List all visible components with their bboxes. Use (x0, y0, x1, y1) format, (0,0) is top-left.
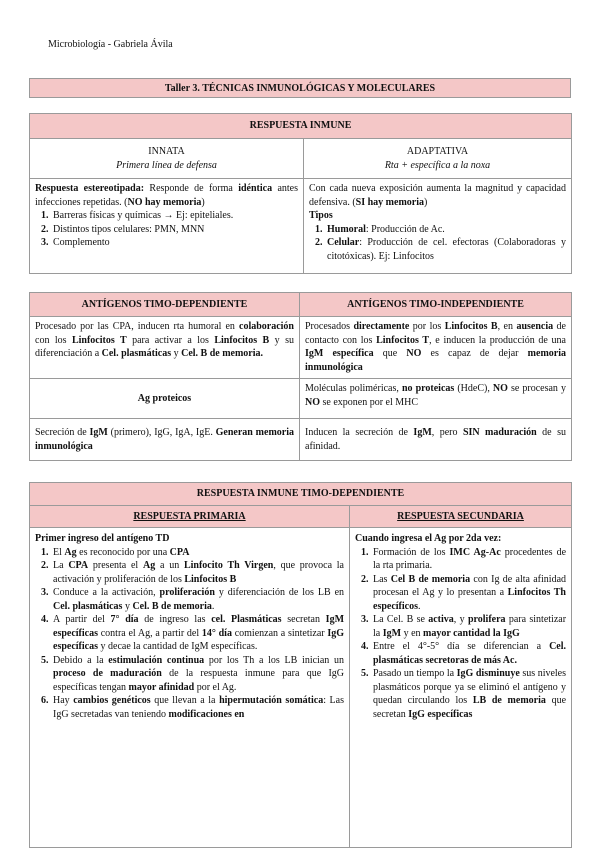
td-response-table (29, 482, 572, 848)
secondary-response-body (350, 528, 572, 848)
list-item: 1. Barreras físicas y químicas → Ej: epiteliales. (51, 209, 298, 223)
ti-antigen-secretion: Inducen la secreción de IgM, pero SIN maduración de su afinidad. (300, 419, 572, 461)
primary-response-body (30, 528, 350, 848)
list-item: 3. Complemento (51, 236, 298, 250)
adaptive-title: ADAPTATIVA (406, 146, 469, 157)
list-item: 4. A partir del 7° día de ingreso las cel. Plasmáticas secretan IgM específicas contra el Ag, a partir del 14° día comienzan a sintetizar IgG específicas y decae la cantidad de IgM específicas. (51, 613, 344, 654)
primary-response-heading: RESPUESTA PRIMARIA (30, 506, 350, 528)
page-title: Taller 3. TÉCNICAS INMUNOLÓGICAS Y MOLECULARES (29, 78, 571, 98)
list-item: 2. Celular: Producción de cel. efectoras (Colaboradoras y citotóxicas). Ej: Linfocitos (325, 236, 566, 263)
list-item: 2. Distintos tipos celulares: PMN, MNN (51, 223, 298, 237)
adaptive-body (304, 179, 572, 274)
innate-list (35, 209, 298, 250)
list-item: 4. Entre el 4°-5° día se diferencian a Cel. plasmáticas secretoras de más Ac. (371, 640, 566, 667)
list-item: 2. La CPA presenta el Ag a un Linfocito Th Virgen, que provoca la activación y proliferación de los Linfocitos B (51, 559, 344, 586)
adaptive-subtitle: Rta + específica a la noxa (384, 159, 491, 171)
list-item: 2. Las Cel B de memoria con Ig de alta afinidad procesan el Ag y lo presentan a Linfocitos Th específicos. (371, 573, 566, 614)
document-header: Microbiología - Gabriela Ávila (48, 39, 173, 50)
secondary-list (355, 546, 566, 722)
list-item: 5. Debido a la estimulación continua por los Th a los LB inician un proceso de maduración de la respuesta inmune para que IgG específicas tengan mayor afinidad por el Ag. (51, 654, 344, 695)
immune-response-heading: RESPUESTA INMUNE (30, 114, 572, 139)
immune-response-table (29, 113, 572, 274)
adaptive-header (304, 139, 572, 179)
list-item: 1. El Ag es reconocido por una CPA (51, 546, 344, 560)
adaptive-types-title: Tipos (309, 210, 333, 221)
td-antigen-secretion: Secreción de IgM (primero), IgG, IgA, IgE. Generan memoria inmunológica (30, 419, 300, 461)
primary-list (35, 546, 344, 722)
td-antigen-heading: ANTÍGENOS TIMO-DEPENDIENTE (30, 293, 300, 317)
list-item: 1. Humoral: Producción de Ac. (325, 223, 566, 237)
primary-intro: Primer ingreso del antígeno TD (35, 533, 170, 544)
adaptive-list (309, 223, 566, 264)
secondary-response-heading: RESPUESTA SECUNDARIA (350, 506, 572, 528)
adaptive-description: Con cada nueva exposición aumenta la magnitud y capacidad defensiva. (SI hay memoria) (309, 183, 566, 208)
td-antigen-type: Ag proteicos (30, 379, 300, 419)
ti-antigen-processing: Procesados directamente por los Linfocitos B, en ausencia de contacto con los Linfocitos T, e inducen la producción de una IgM específica que NO es capaz de dejar memoria inmunológica (300, 317, 572, 379)
list-item: 1. Formación de los IMC Ag-Ac procedentes de la rta primaria. (371, 546, 566, 573)
innate-title: INNATA (148, 146, 185, 157)
list-item: 3. Conduce a la activación, proliferación y diferenciación de los LB en Cel. plasmáticas y Cel. B de memoria. (51, 586, 344, 613)
td-response-heading: RESPUESTA INMUNE TIMO-DEPENDIENTE (30, 483, 572, 506)
ti-antigen-type: Moléculas poliméricas, no proteicas (HdeC), NO se procesan y NO se exponen por el MHC (300, 379, 572, 419)
innate-header (30, 139, 304, 179)
list-item: 3. La Cel. B se activa, y prolifera para sintetizar la IgM y en mayor cantidad la IgG (371, 613, 566, 640)
td-antigen-processing: Procesado por las CPA, inducen rta humoral en colaboración con los Linfocitos T para activar a los Linfocitos B y su diferenciación a Cel. plasmáticas y Cel. B de memoria. (30, 317, 300, 379)
list-item: 5. Pasado un tiempo la IgG disminuye sus niveles plasmáticos porque ya se eliminó el antígeno y quedan circulando los LB de memoria que secretan IgG específicas (371, 667, 566, 721)
innate-subtitle: Primera línea de defensa (116, 159, 217, 171)
secondary-intro: Cuando ingresa el Ag por 2da vez: (355, 533, 502, 544)
innate-body (30, 179, 304, 274)
list-item: 6. Hay cambios genéticos que llevan a la hipermutación somática: Las IgG secretadas van teniendo modificaciones en (51, 694, 344, 721)
ti-antigen-heading: ANTÍGENOS TIMO-INDEPENDIENTE (300, 293, 572, 317)
innate-description: Respuesta estereotipada: Responde de forma idéntica antes infecciones repetidas. (NO hay memoria) (35, 183, 298, 208)
antigens-table (29, 292, 572, 461)
